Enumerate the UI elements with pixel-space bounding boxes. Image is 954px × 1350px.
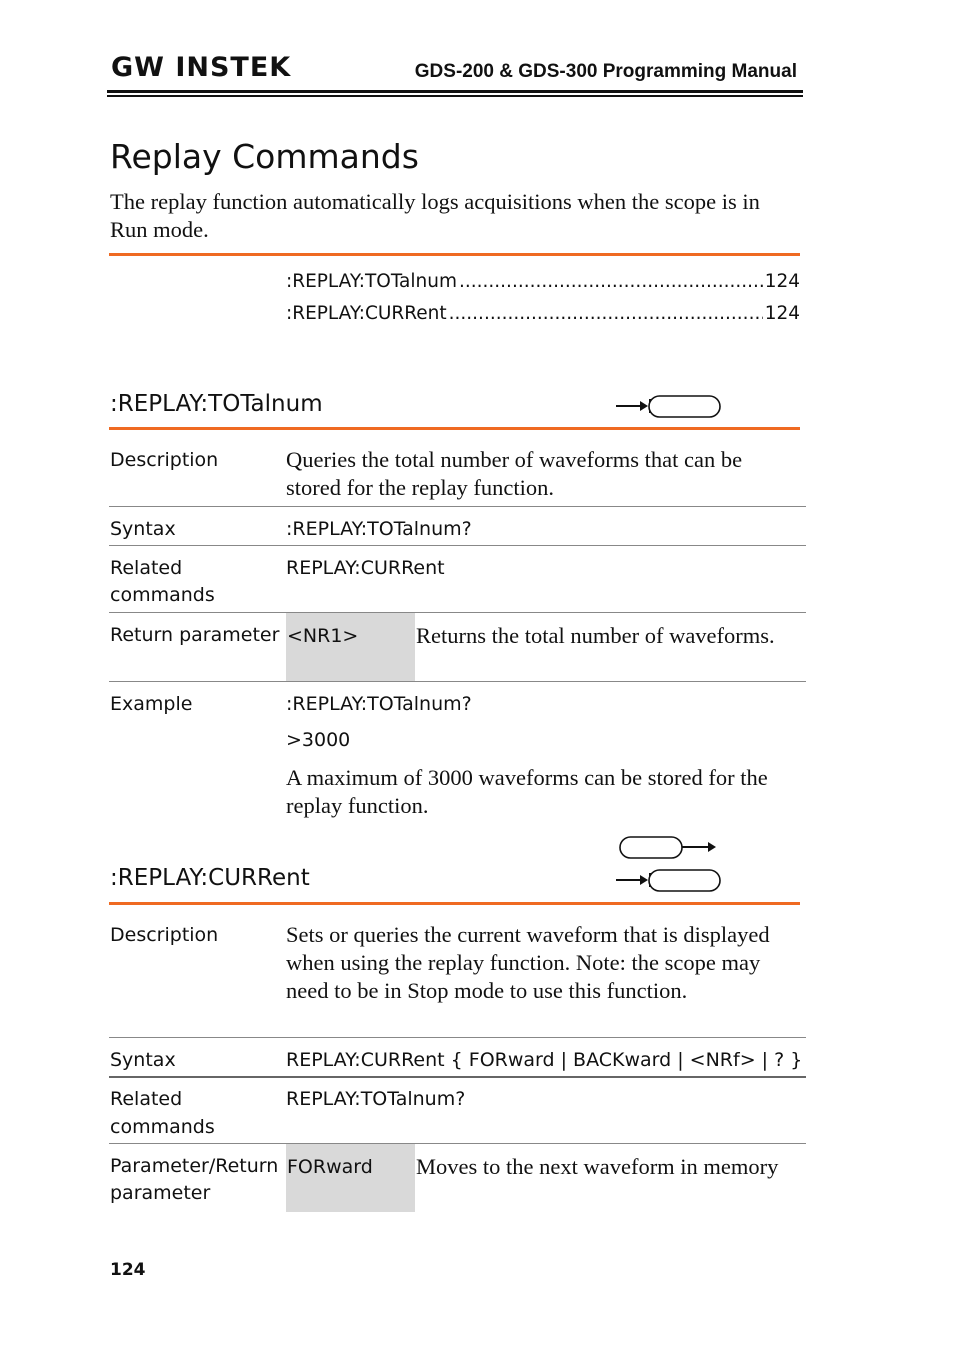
parameter-description: Moves to the next waveform in memory	[416, 1154, 779, 1179]
row-divider	[109, 506, 806, 507]
syntax-label: Syntax	[110, 1049, 176, 1071]
syntax-text: REPLAY:CURRent { FORward | BACKward | <NRf> | ? }	[286, 1049, 803, 1071]
related-label: Related	[110, 1088, 183, 1110]
toc-entry-page: 124	[764, 271, 800, 292]
intro-paragraph: The replay function automatically logs acquisitions when the scope is in Run mode.	[110, 189, 760, 242]
example-command: :REPLAY:TOTalnum?	[286, 693, 472, 715]
toc-entry-title: :REPLAY:CURRent	[286, 303, 447, 324]
example-label: Example	[110, 693, 193, 715]
toc-leader-dots	[459, 271, 763, 292]
page-title: Replay Commands	[110, 137, 419, 176]
related-label-line2: commands	[110, 584, 215, 606]
section-divider	[109, 427, 800, 430]
query-icon	[614, 393, 724, 421]
section-divider	[109, 902, 800, 905]
row-divider	[109, 1037, 806, 1038]
return-parameter-value: <NR1>	[287, 625, 359, 647]
section-divider	[109, 253, 800, 256]
related-command[interactable]: REPLAY:TOTalnum?	[286, 1088, 466, 1110]
toc-entry-page: 124	[764, 303, 800, 324]
header-rule-thin	[107, 95, 803, 97]
description-text: Sets or queries the current waveform that is displayed when using the replay function. Note: the scope may need to be in Stop mode to use this function.	[286, 922, 770, 1003]
related-command[interactable]: REPLAY:CURRent	[286, 557, 445, 579]
toc-entry[interactable]	[286, 303, 800, 324]
header-rule	[107, 90, 803, 93]
row-divider	[109, 1143, 806, 1144]
row-divider	[109, 612, 806, 613]
return-parameter-label: Return parameter	[110, 624, 280, 646]
section-title: :REPLAY:TOTalnum	[110, 391, 323, 417]
parameter-label-line2: parameter	[110, 1182, 211, 1204]
toc-entry-title: :REPLAY:TOTalnum	[286, 271, 458, 292]
query-icon	[614, 867, 724, 895]
related-label-line2: commands	[110, 1116, 215, 1138]
syntax-text: :REPLAY:TOTalnum?	[286, 518, 472, 540]
description-label: Description	[110, 449, 219, 471]
param-cell-bg	[286, 1144, 415, 1212]
example-description: A maximum of 3000 waveforms can be stored for the replay function.	[286, 765, 768, 818]
section-title: :REPLAY:CURRent	[110, 865, 310, 891]
manual-title: GDS-200 & GDS-300 Programming Manual	[414, 61, 797, 82]
parameter-value: FORward	[287, 1156, 373, 1178]
brand-logo: GW INSTEK	[111, 52, 292, 83]
syntax-label: Syntax	[110, 518, 176, 540]
set-icon	[614, 834, 724, 862]
description-text: Queries the total number of waveforms that can be stored for the replay function.	[286, 447, 743, 500]
toc-entry[interactable]	[286, 271, 800, 292]
page-number: 124	[110, 1260, 146, 1280]
related-label: Related	[110, 557, 183, 579]
row-divider	[109, 681, 806, 682]
row-divider	[109, 545, 806, 546]
toc-leader-dots	[449, 303, 763, 324]
row-divider	[109, 1076, 806, 1078]
return-parameter-description: Returns the total number of waveforms.	[416, 623, 775, 648]
description-label: Description	[110, 924, 219, 946]
example-response: >3000	[286, 729, 351, 751]
parameter-label: Parameter/Return	[110, 1155, 279, 1177]
param-cell-bg	[286, 613, 415, 681]
